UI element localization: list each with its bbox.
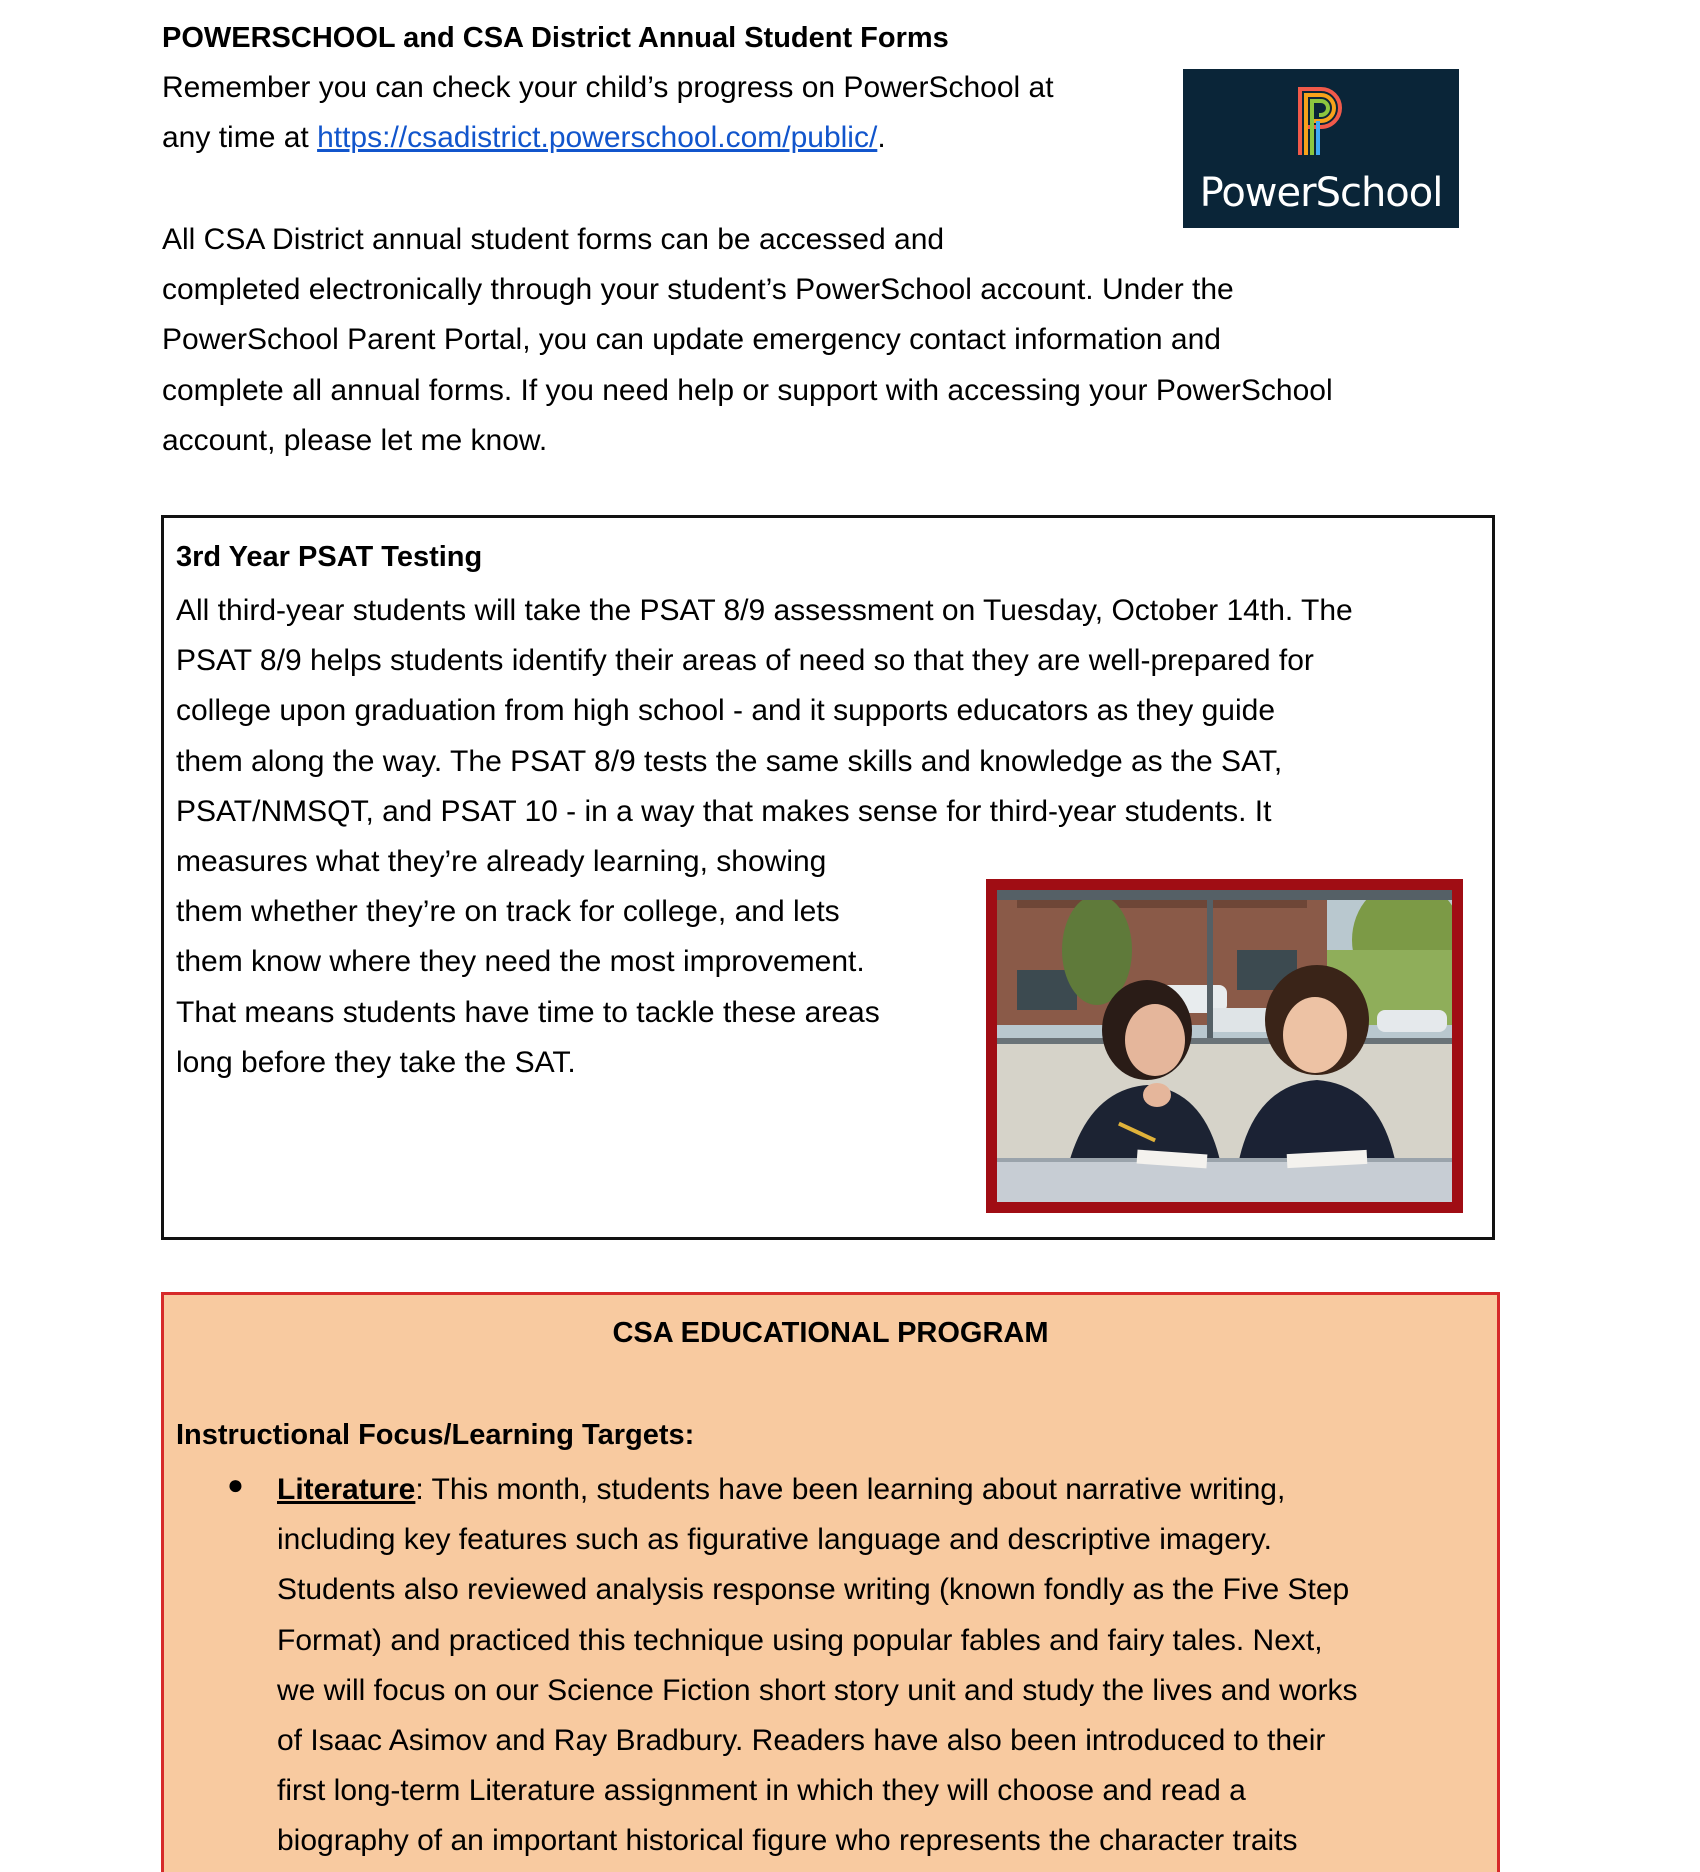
psat-heading: 3rd Year PSAT Testing [176, 541, 483, 573]
literature-bullet-text [277, 1465, 1358, 1867]
literature-line: we will focus on our Science Fiction short story unit and study the lives and works [277, 1673, 1358, 1707]
instructional-focus-heading: Instructional Focus/Learning Targets: [176, 1419, 695, 1451]
forms-line: PowerSchool Parent Portal, you can update emergency contact information and [162, 323, 1221, 357]
literature-line: biography of an important historical figure who represents the character traits [277, 1824, 1298, 1858]
forms-line: account, please let me know. [162, 423, 548, 457]
literature-first-rest: : This month, students have been learning about narrative writing, [415, 1473, 1286, 1506]
psat-line: them know where they need the most improvement. [176, 945, 865, 979]
powerschool-link-prefix: any time at [162, 121, 318, 154]
literature-line: Format) and practiced this technique using popular fables and fairy tales. Next, [277, 1623, 1323, 1657]
forms-line: complete all annual forms. If you need help or support with accessing your PowerSchool [162, 373, 1333, 407]
powerschool-logo [1183, 69, 1459, 228]
powerschool-p-icon [1183, 69, 1459, 169]
psat-line: them whether they’re on track for college, and lets [176, 895, 840, 929]
literature-line: first long-term Literature assignment in which they will choose and read a [277, 1774, 1246, 1808]
powerschool-link-suffix: . [877, 121, 886, 154]
psat-line: long before they take the SAT. [176, 1045, 576, 1079]
students-photo-illustration [997, 890, 1452, 1202]
powerschool-heading: POWERSCHOOL and CSA District Annual Student Forms [162, 22, 949, 54]
powerschool-link[interactable]: https://csadistrict.powerschool.com/public/ [317, 121, 878, 154]
csa-program-title: CSA EDUCATIONAL PROGRAM [612, 1317, 1049, 1349]
students-testing-photo [986, 879, 1463, 1213]
literature-line: including key features such as figurative language and descriptive imagery. [277, 1523, 1273, 1557]
psat-line: college upon graduation from high school - and it supports educators as they guide [176, 694, 1276, 728]
literature-first-line [277, 1465, 1358, 1515]
psat-line: PSAT/NMSQT, and PSAT 10 - in a way that makes sense for third-year students. It [176, 794, 1272, 828]
forms-line: completed electronically through your student’s PowerSchool account. Under the [162, 273, 1234, 307]
psat-line: All third-year students will take the PSAT 8/9 assessment on Tuesday, October 14th. The [176, 594, 1353, 627]
powerschool-link-line [162, 118, 886, 158]
forms-line: All CSA District annual student forms can be accessed and [162, 223, 945, 256]
psat-line: them along the way. The PSAT 8/9 tests the same skills and knowledge as the SAT, [176, 744, 1283, 778]
powerschool-logo-text: PowerSchool [1199, 170, 1443, 216]
forms-paragraph [162, 215, 1502, 466]
bullet-marker: ● [227, 1469, 244, 1500]
powerschool-text-line: Remember you can check your child’s progress on PowerSchool at [162, 71, 1054, 104]
psat-line: That means students have time to tackle these areas [176, 995, 880, 1029]
psat-line: PSAT 8/9 helps students identify their areas of need so that they are well-prepared for [176, 644, 1314, 678]
psat-line: measures what they’re already learning, showing [176, 845, 827, 879]
literature-line: of Isaac Asimov and Ray Bradbury. Readers have also been introduced to their [277, 1724, 1326, 1758]
literature-line: Students also reviewed analysis response writing (known fondly as the Five Step [277, 1573, 1350, 1607]
literature-label: Literature [277, 1473, 416, 1506]
